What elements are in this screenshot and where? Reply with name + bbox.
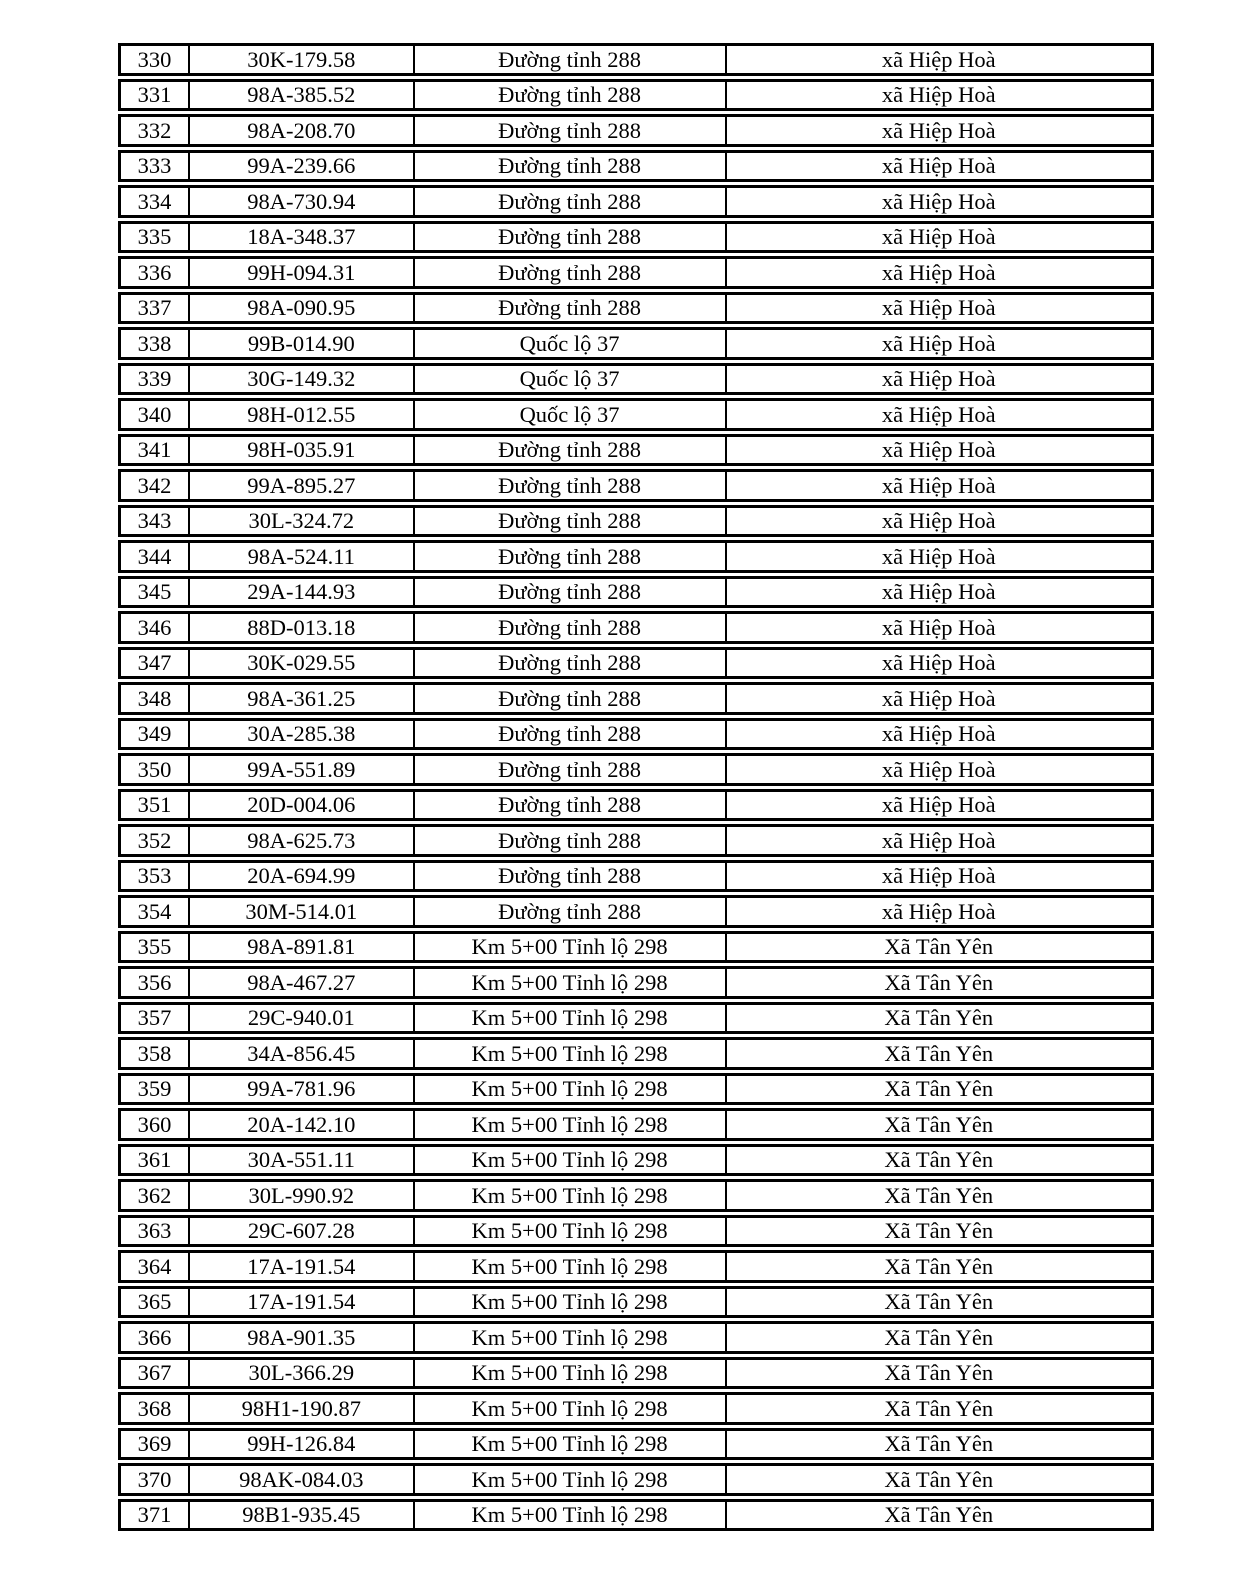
location-cell: xã Hiệp Hoà bbox=[881, 82, 996, 107]
location-cell: xã Hiệp Hoà bbox=[881, 543, 996, 569]
table-row bbox=[118, 789, 1154, 822]
location-cell: Xã Tân Yên bbox=[884, 1289, 994, 1314]
license-plate-cell: 99A-895.27 bbox=[190, 472, 415, 499]
license-plate-cell: 30L-366.29 bbox=[190, 1360, 415, 1387]
row-number-cell: 366 bbox=[121, 1324, 190, 1351]
table-row bbox=[118, 398, 1154, 431]
row-number-cell: 338 bbox=[121, 330, 190, 357]
row-number-cell: 352 bbox=[121, 827, 190, 854]
table-row bbox=[118, 895, 1154, 928]
road-name-cell: Km 5+00 Tỉnh lộ 298 bbox=[415, 969, 727, 996]
license-plate-cell: 30L-324.72 bbox=[190, 508, 415, 535]
location-cell: xã Hiệp Hoà bbox=[881, 401, 996, 427]
plate-table-body bbox=[118, 43, 1154, 1531]
license-plate-cell: 18A-348.37 bbox=[190, 224, 415, 251]
license-plate-cell: 98A-901.35 bbox=[190, 1324, 415, 1351]
location-cell: xã Hiệp Hoà bbox=[881, 330, 996, 356]
license-plate-cell: 98A-891.81 bbox=[190, 934, 415, 961]
road-name-cell: Km 5+00 Tỉnh lộ 298 bbox=[415, 1005, 727, 1032]
road-name-cell: Đường tỉnh 288 bbox=[415, 579, 727, 606]
road-name-cell: Km 5+00 Tỉnh lộ 298 bbox=[415, 1395, 727, 1422]
location-cell: Xã Tân Yên bbox=[884, 1253, 994, 1279]
table-row bbox=[118, 753, 1154, 786]
location-cell: xã Hiệp Hoà bbox=[881, 756, 996, 782]
location-cell: Xã Tân Yên bbox=[884, 1147, 994, 1172]
row-number-cell: 345 bbox=[121, 579, 190, 606]
license-plate-cell: 29C-607.28 bbox=[190, 1218, 415, 1245]
license-plate-cell: 98H-012.55 bbox=[190, 401, 415, 428]
road-name-cell: Km 5+00 Tỉnh lộ 298 bbox=[415, 1431, 727, 1458]
table-row bbox=[118, 1463, 1154, 1496]
license-plate-cell: 99B-014.90 bbox=[190, 330, 415, 357]
road-name-cell: Km 5+00 Tỉnh lộ 298 bbox=[415, 1253, 727, 1280]
road-name-cell: Đường tỉnh 288 bbox=[415, 224, 727, 251]
table-row bbox=[118, 1286, 1154, 1319]
license-plate-cell: 98A-385.52 bbox=[190, 82, 415, 109]
row-number-cell: 350 bbox=[121, 756, 190, 783]
table-row bbox=[118, 1428, 1154, 1461]
location-cell: Xã Tân Yên bbox=[884, 1005, 994, 1030]
location-cell: Xã Tân Yên bbox=[884, 1076, 994, 1101]
row-number-cell: 358 bbox=[121, 1040, 190, 1067]
location-cell: xã Hiệp Hoà bbox=[881, 366, 996, 391]
road-name-cell: Km 5+00 Tỉnh lộ 298 bbox=[415, 1182, 727, 1209]
location-cell: xã Hiệp Hoà bbox=[881, 472, 996, 498]
location-cell: xã Hiệp Hoà bbox=[881, 46, 996, 72]
row-number-cell: 355 bbox=[121, 934, 190, 961]
location-cell: Xã Tân Yên bbox=[884, 1111, 994, 1137]
table-row bbox=[118, 185, 1154, 218]
road-name-cell: Km 5+00 Tỉnh lộ 298 bbox=[415, 1466, 727, 1493]
location-cell: xã Hiệp Hoà bbox=[881, 437, 996, 462]
table-row bbox=[118, 1250, 1154, 1283]
road-name-cell: Đường tỉnh 288 bbox=[415, 827, 727, 854]
row-number-cell: 346 bbox=[121, 614, 190, 641]
row-number-cell: 361 bbox=[121, 1147, 190, 1174]
table-row bbox=[118, 1073, 1154, 1106]
road-name-cell: Km 5+00 Tỉnh lộ 298 bbox=[415, 934, 727, 961]
row-number-cell: 356 bbox=[121, 969, 190, 996]
row-number-cell: 367 bbox=[121, 1360, 190, 1387]
row-number-cell: 348 bbox=[121, 685, 190, 712]
license-plate-cell: 98A-730.94 bbox=[190, 188, 415, 215]
location-cell: xã Hiệp Hoà bbox=[881, 224, 996, 249]
location-cell: xã Hiệp Hoà bbox=[881, 188, 996, 214]
table-row bbox=[118, 1499, 1154, 1532]
location-cell: Xã Tân Yên bbox=[884, 1360, 994, 1385]
license-plate-cell: 29A-144.93 bbox=[190, 579, 415, 606]
road-name-cell: Đường tỉnh 288 bbox=[415, 863, 727, 890]
license-plate-cell: 20A-694.99 bbox=[190, 863, 415, 890]
table-row bbox=[118, 256, 1154, 289]
table-row bbox=[118, 718, 1154, 751]
table-row bbox=[118, 363, 1154, 396]
road-name-cell: Đường tỉnh 288 bbox=[415, 685, 727, 712]
license-plate-cell: 98B1-935.45 bbox=[190, 1502, 415, 1529]
license-plate-cell: 30G-149.32 bbox=[190, 366, 415, 393]
road-name-cell: Quốc lộ 37 bbox=[415, 366, 727, 393]
row-number-cell: 354 bbox=[121, 898, 190, 925]
location-cell: xã Hiệp Hoà bbox=[881, 579, 996, 604]
license-plate-cell: 30L-990.92 bbox=[190, 1182, 415, 1209]
location-cell: xã Hiệp Hoà bbox=[881, 295, 996, 320]
location-cell: xã Hiệp Hoà bbox=[881, 117, 996, 143]
license-plate-cell: 98H-035.91 bbox=[190, 437, 415, 464]
table-row bbox=[118, 1392, 1154, 1425]
row-number-cell: 332 bbox=[121, 117, 190, 144]
location-cell: xã Hiệp Hoà bbox=[881, 259, 996, 285]
license-plate-cell: 98A-467.27 bbox=[190, 969, 415, 996]
license-plate-cell: 30A-285.38 bbox=[190, 721, 415, 748]
road-name-cell: Km 5+00 Tỉnh lộ 298 bbox=[415, 1076, 727, 1103]
location-cell: xã Hiệp Hoà bbox=[881, 650, 996, 675]
road-name-cell: Km 5+00 Tỉnh lộ 298 bbox=[415, 1360, 727, 1387]
table-row bbox=[118, 824, 1154, 857]
road-name-cell: Đường tỉnh 288 bbox=[415, 614, 727, 641]
row-number-cell: 343 bbox=[121, 508, 190, 535]
row-number-cell: 339 bbox=[121, 366, 190, 393]
road-name-cell: Đường tỉnh 288 bbox=[415, 508, 727, 535]
row-number-cell: 370 bbox=[121, 1466, 190, 1493]
table-row bbox=[118, 434, 1154, 467]
road-name-cell: Đường tỉnh 288 bbox=[415, 472, 727, 499]
table-row bbox=[118, 576, 1154, 609]
license-plate-cell: 98A-625.73 bbox=[190, 827, 415, 854]
license-plate-cell: 98A-361.25 bbox=[190, 685, 415, 712]
row-number-cell: 336 bbox=[121, 259, 190, 286]
table-row bbox=[118, 931, 1154, 964]
location-cell: Xã Tân Yên bbox=[884, 1182, 994, 1208]
road-name-cell: Đường tỉnh 288 bbox=[415, 543, 727, 570]
license-plate-cell: 99A-239.66 bbox=[190, 153, 415, 180]
license-plate-cell: 30K-179.58 bbox=[190, 46, 415, 73]
road-name-cell: Km 5+00 Tỉnh lộ 298 bbox=[415, 1218, 727, 1245]
location-cell: xã Hiệp Hoà bbox=[881, 614, 996, 640]
location-cell: xã Hiệp Hoà bbox=[881, 827, 996, 853]
table-row bbox=[118, 1108, 1154, 1141]
road-name-cell: Đường tỉnh 288 bbox=[415, 756, 727, 783]
road-name-cell: Đường tỉnh 288 bbox=[415, 117, 727, 144]
table-row bbox=[118, 1002, 1154, 1035]
table-row bbox=[118, 647, 1154, 680]
table-row bbox=[118, 1215, 1154, 1248]
row-number-cell: 368 bbox=[121, 1395, 190, 1422]
road-name-cell: Đường tỉnh 288 bbox=[415, 188, 727, 215]
road-name-cell: Đường tỉnh 288 bbox=[415, 82, 727, 109]
table-row bbox=[118, 1357, 1154, 1390]
location-cell: Xã Tân Yên bbox=[884, 934, 994, 959]
row-number-cell: 359 bbox=[121, 1076, 190, 1103]
location-cell: Xã Tân Yên bbox=[884, 1218, 994, 1243]
location-cell: Xã Tân Yên bbox=[884, 1502, 994, 1527]
row-number-cell: 337 bbox=[121, 295, 190, 322]
license-plate-cell: 88D-013.18 bbox=[190, 614, 415, 641]
license-plate-cell: 98AK-084.03 bbox=[190, 1466, 415, 1493]
row-number-cell: 344 bbox=[121, 543, 190, 570]
row-number-cell: 333 bbox=[121, 153, 190, 180]
road-name-cell: Km 5+00 Tỉnh lộ 298 bbox=[415, 1147, 727, 1174]
license-plate-cell: 98A-524.11 bbox=[190, 543, 415, 570]
location-cell: Xã Tân Yên bbox=[884, 1395, 994, 1421]
table-row bbox=[118, 540, 1154, 573]
row-number-cell: 349 bbox=[121, 721, 190, 748]
location-cell: xã Hiệp Hoà bbox=[881, 792, 996, 817]
license-plate-cell: 29C-940.01 bbox=[190, 1005, 415, 1032]
road-name-cell: Đường tỉnh 288 bbox=[415, 721, 727, 748]
license-plate-cell: 30K-029.55 bbox=[190, 650, 415, 677]
row-number-cell: 362 bbox=[121, 1182, 190, 1209]
table-row bbox=[118, 292, 1154, 325]
table-row bbox=[118, 469, 1154, 502]
road-name-cell: Đường tỉnh 288 bbox=[415, 295, 727, 322]
location-cell: Xã Tân Yên bbox=[884, 1324, 994, 1350]
row-number-cell: 364 bbox=[121, 1253, 190, 1280]
license-plate-cell: 30A-551.11 bbox=[190, 1147, 415, 1174]
location-cell: xã Hiệp Hoà bbox=[881, 898, 996, 924]
table-row bbox=[118, 1179, 1154, 1212]
road-name-cell: Đường tỉnh 288 bbox=[415, 898, 727, 925]
row-number-cell: 369 bbox=[121, 1431, 190, 1458]
location-cell: Xã Tân Yên bbox=[884, 1466, 994, 1492]
license-plate-cell: 99H-126.84 bbox=[190, 1431, 415, 1458]
location-cell: xã Hiệp Hoà bbox=[881, 863, 996, 888]
license-plate-cell: 30M-514.01 bbox=[190, 898, 415, 925]
road-name-cell: Km 5+00 Tỉnh lộ 298 bbox=[415, 1040, 727, 1067]
table-row bbox=[118, 1037, 1154, 1070]
row-number-cell: 357 bbox=[121, 1005, 190, 1032]
road-name-cell: Km 5+00 Tỉnh lộ 298 bbox=[415, 1502, 727, 1529]
license-plate-cell: 98A-090.95 bbox=[190, 295, 415, 322]
row-number-cell: 360 bbox=[121, 1111, 190, 1138]
row-number-cell: 341 bbox=[121, 437, 190, 464]
table-row bbox=[118, 221, 1154, 254]
license-plate-cell: 98H1-190.87 bbox=[190, 1395, 415, 1422]
row-number-cell: 371 bbox=[121, 1502, 190, 1529]
license-plate-cell: 17A-191.54 bbox=[190, 1289, 415, 1316]
license-plate-cell: 17A-191.54 bbox=[190, 1253, 415, 1280]
row-number-cell: 340 bbox=[121, 401, 190, 428]
table-row bbox=[118, 114, 1154, 147]
road-name-cell: Đường tỉnh 288 bbox=[415, 153, 727, 180]
table-row bbox=[118, 43, 1154, 76]
road-name-cell: Đường tỉnh 288 bbox=[415, 259, 727, 286]
row-number-cell: 353 bbox=[121, 863, 190, 890]
license-plate-cell: 99A-551.89 bbox=[190, 756, 415, 783]
license-plate-cell: 99A-781.96 bbox=[190, 1076, 415, 1103]
license-plate-cell: 34A-856.45 bbox=[190, 1040, 415, 1067]
road-name-cell: Km 5+00 Tỉnh lộ 298 bbox=[415, 1111, 727, 1138]
row-number-cell: 331 bbox=[121, 82, 190, 109]
row-number-cell: 330 bbox=[121, 46, 190, 73]
road-name-cell: Đường tỉnh 288 bbox=[415, 46, 727, 73]
license-plate-cell: 20A-142.10 bbox=[190, 1111, 415, 1138]
table-row bbox=[118, 1144, 1154, 1177]
row-number-cell: 351 bbox=[121, 792, 190, 819]
location-cell: Xã Tân Yên bbox=[884, 1431, 994, 1456]
table-row bbox=[118, 682, 1154, 715]
row-number-cell: 363 bbox=[121, 1218, 190, 1245]
license-plate-cell: 20D-004.06 bbox=[190, 792, 415, 819]
road-name-cell: Quốc lộ 37 bbox=[415, 330, 727, 357]
road-name-cell: Km 5+00 Tỉnh lộ 298 bbox=[415, 1289, 727, 1316]
location-cell: Xã Tân Yên bbox=[884, 969, 994, 995]
location-cell: xã Hiệp Hoà bbox=[881, 721, 996, 746]
table-row bbox=[118, 1321, 1154, 1354]
table-row bbox=[118, 611, 1154, 644]
license-plate-cell: 99H-094.31 bbox=[190, 259, 415, 286]
location-cell: xã Hiệp Hoà bbox=[881, 508, 996, 533]
table-row bbox=[118, 966, 1154, 999]
row-number-cell: 365 bbox=[121, 1289, 190, 1316]
location-cell: xã Hiệp Hoà bbox=[881, 685, 996, 711]
row-number-cell: 342 bbox=[121, 472, 190, 499]
road-name-cell: Đường tỉnh 288 bbox=[415, 792, 727, 819]
row-number-cell: 334 bbox=[121, 188, 190, 215]
location-cell: xã Hiệp Hoà bbox=[881, 153, 996, 178]
license-plate-cell: 98A-208.70 bbox=[190, 117, 415, 144]
table-row bbox=[118, 505, 1154, 538]
road-name-cell: Đường tỉnh 288 bbox=[415, 650, 727, 677]
table-row bbox=[118, 79, 1154, 112]
road-name-cell: Km 5+00 Tỉnh lộ 298 bbox=[415, 1324, 727, 1351]
location-cell: Xã Tân Yên bbox=[884, 1040, 994, 1066]
table-row bbox=[118, 327, 1154, 360]
table-row bbox=[118, 150, 1154, 183]
road-name-cell: Đường tỉnh 288 bbox=[415, 437, 727, 464]
road-name-cell: Quốc lộ 37 bbox=[415, 401, 727, 428]
row-number-cell: 347 bbox=[121, 650, 190, 677]
row-number-cell: 335 bbox=[121, 224, 190, 251]
table-row bbox=[118, 860, 1154, 893]
